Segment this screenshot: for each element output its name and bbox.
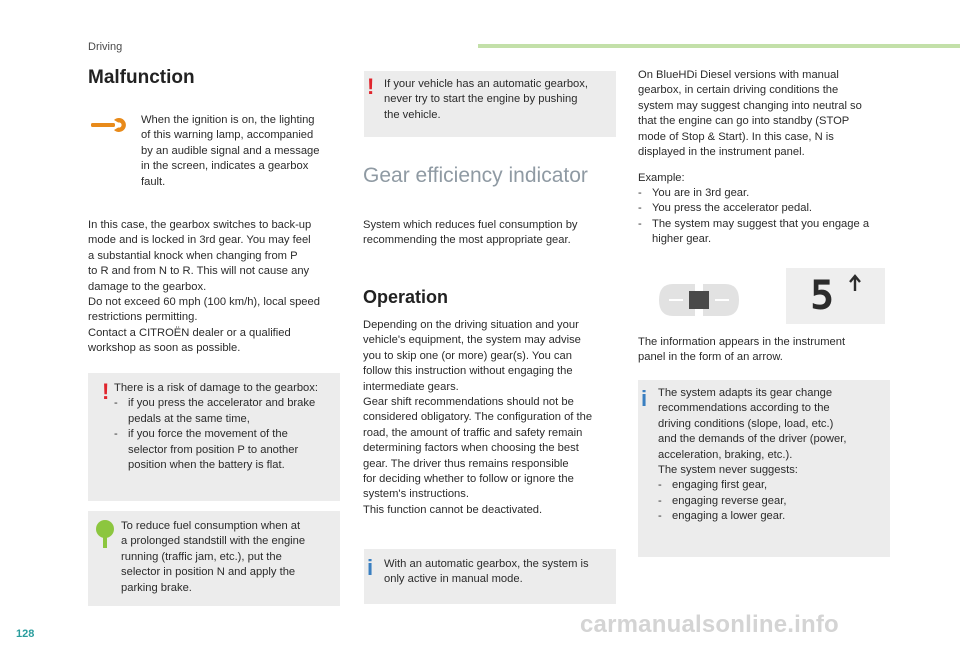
- gearbox-warning-box: [88, 373, 340, 501]
- list-item: - engaging first gear,: [658, 479, 768, 492]
- instrument-panel-illustration: [655, 278, 743, 322]
- info-icon: i: [367, 555, 374, 580]
- list-item: - if you press the accelerator and brake pedals at the same time,: [114, 397, 316, 425]
- adapts-info-box: [638, 380, 890, 557]
- eco-tip-text: To reduce fuel consumption when at a prolonged standstill with the engine running (traffic jam, etc.), put the selector in position N and apply the parking brake.: [121, 520, 306, 594]
- manual-mode-info-text: With an automatic gearbox, the system is only active in manual mode.: [384, 558, 589, 586]
- page-number: 128: [16, 628, 35, 640]
- operation-body: Depending on the driving situation and your vehicle's equipment, the system may advise you to skip one (or more) gear(s). You can follow this instruction without engaging the intermediate gears. Gear shift recommendations should not be considered obligatory. The configuration of the road, the amount of traffic and safety remain determining factors when choosing the best gear. The driver thus remains responsible for deciding whether to follow or ignore the system's instructions. This function cannot be deactivated.: [363, 319, 593, 516]
- section-label: Driving: [88, 41, 123, 53]
- auto-gearbox-warning-text: If your vehicle has an automatic gearbox, never try to start the engine by pushing the vehicle.: [384, 78, 588, 121]
- watermark: carmanualsonline.info: [580, 611, 839, 638]
- malfunction-heading: Malfunction: [88, 67, 195, 88]
- malfunction-body: In this case, the gearbox switches to back-up mode and is locked in 3rd gear. You may feel a substantial knock when changing from P to R and from N to R. This will not cause any damage to the gearbox. Do not exceed 60 mph (100 km/h), local speed restrictions permitting. Contact a CITROËN dealer or a qualified workshop as soon as possible.: [88, 219, 320, 355]
- adapts-info-text: The system adapts its gear change recommendations according to the driving conditions (slope, load, etc.) and the demands of the driver (power, acceleration, braking, etc.). The system never suggests:: [658, 387, 847, 477]
- gear-display-panel: [786, 268, 885, 324]
- list-item: - if you force the movement of the selector from position P to another position when the battery is flat.: [114, 428, 299, 472]
- arrow-up-icon: [848, 274, 862, 292]
- warning-exclamation-icon: !: [102, 379, 110, 404]
- manual-mode-info-box: [364, 549, 616, 604]
- auto-gearbox-warning-box: [364, 71, 616, 137]
- gear-digit: 5: [810, 273, 835, 319]
- malfunction-intro: When the ignition is on, the lighting of this warning lamp, accompanied by an audible signal and a message in the screen, indicates a gearbox fault.: [141, 114, 320, 188]
- list-item: - engaging a lower gear.: [658, 510, 786, 523]
- tree-icon: [94, 519, 116, 549]
- eco-tip-box: [88, 511, 340, 606]
- list-item: - You press the accelerator pedal.: [638, 202, 813, 215]
- wrench-icon: [88, 114, 128, 136]
- section-accent-bar: [478, 44, 960, 48]
- example-label: Example:: [638, 172, 685, 184]
- list-item: - engaging reverse gear,: [658, 494, 787, 507]
- gear-indicator-heading: Gear efficiency indicator: [363, 164, 588, 187]
- info-icon: i: [641, 386, 648, 411]
- example-list: [638, 186, 890, 248]
- warning-exclamation-icon: !: [367, 74, 375, 99]
- list-item: - The system may suggest that you engage a higher gear.: [638, 217, 870, 246]
- gear-indicator-intro: System which reduces fuel consumption by recommending the most appropriate gear.: [363, 219, 578, 247]
- bluehdi-text: On BlueHDi Diesel versions with manual gearbox, in certain driving conditions the system may suggest changing into neutral so that the engine can go into standby (STOP mode of Stop & Start). In this case, N is displayed in the instrument panel.: [638, 69, 862, 159]
- operation-heading: Operation: [363, 287, 449, 307]
- info-arrow-text: The information appears in the instrument panel in the form of an arrow.: [638, 336, 846, 364]
- list-item: - You are in 3rd gear.: [638, 187, 750, 199]
- warning-lead-text: There is a risk of damage to the gearbox:: [114, 382, 318, 394]
